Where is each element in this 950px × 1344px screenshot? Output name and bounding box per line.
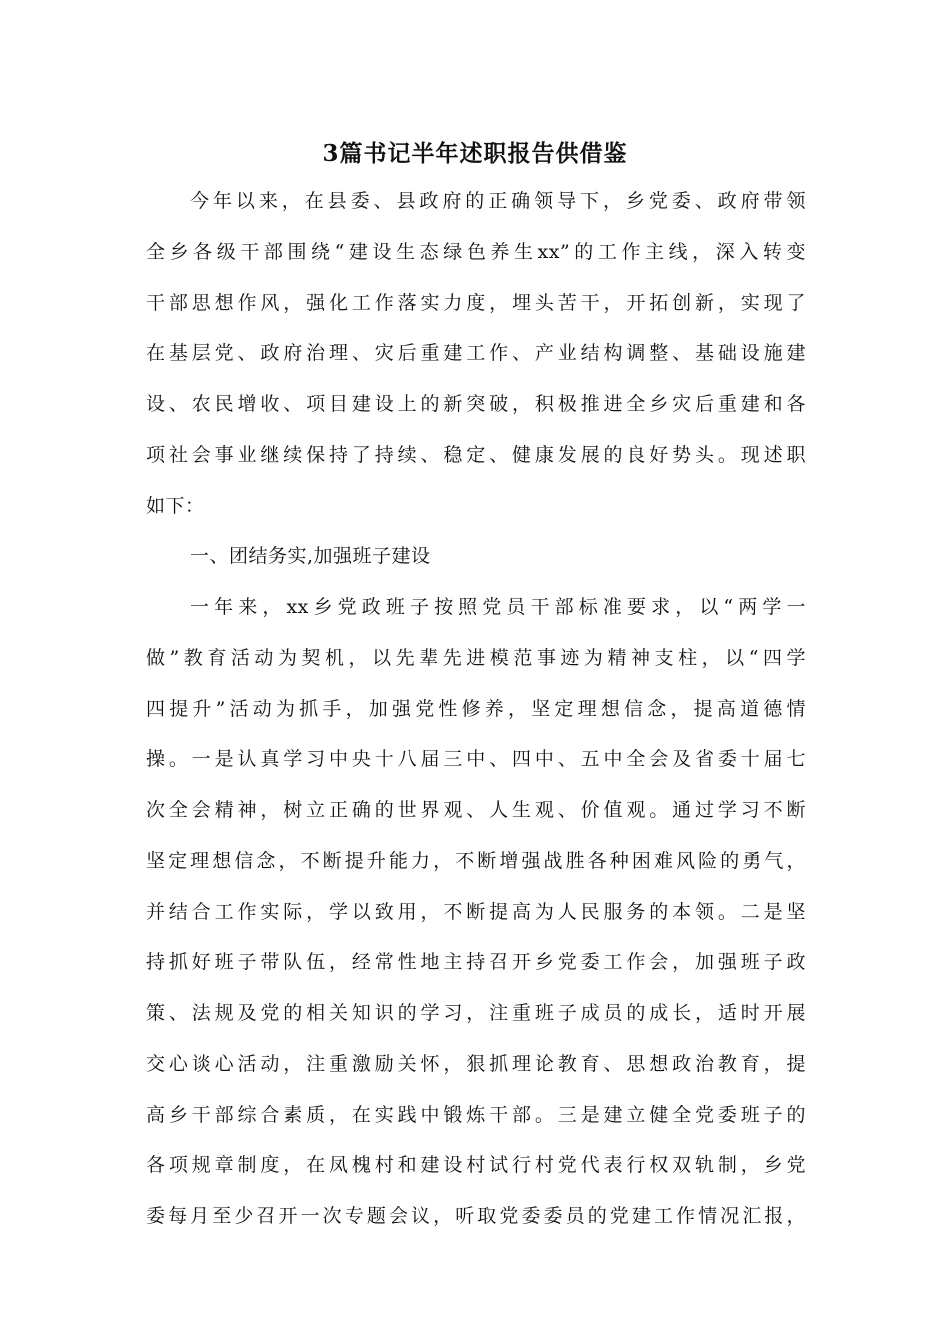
paragraph-line: 在基层党、政府治理、灾后重建工作、产业结构调整、基础设施建 xyxy=(146,342,806,364)
paragraph-line: 干部思想作风，强化工作落实力度，埋头苦干，开拓创新，实现了 xyxy=(146,292,806,314)
paragraph-line: 高乡干部综合素质，在实践中锻炼干部。三是建立健全党委班子的 xyxy=(146,1104,806,1126)
paragraph-line: 全乡各级干部围绕“建设生态绿色养生xx”的工作主线，深入转变 xyxy=(146,241,806,263)
paragraph-line: 委每月至少召开一次专题会议，听取党委委员的党建工作情况汇报， xyxy=(146,1205,806,1227)
paragraph-line: 一年来，xx乡党政班子按照党员干部标准要求，以“两学一 xyxy=(190,596,806,618)
paragraph-line: 各项规章制度，在凤槐村和建设村试行村党代表行权双轨制，乡党 xyxy=(146,1154,806,1176)
paragraph-line: 次全会精神，树立正确的世界观、人生观、价值观。通过学习不断 xyxy=(146,799,806,821)
paragraph-line: 操。一是认真学习中央十八届三中、四中、五中全会及省委十届七 xyxy=(146,748,806,770)
section-heading: 一、团结务实,加强班子建设 xyxy=(190,545,431,567)
document-title: 3篇书记半年述职报告供借鉴 xyxy=(322,140,628,167)
paragraph-line: 坚定理想信念，不断提升能力，不断增强战胜各种困难风险的勇气， xyxy=(146,850,806,872)
paragraph-line: 交心谈心活动，注重激励关怀，狠抓理论教育、思想政治教育，提 xyxy=(146,1053,806,1075)
paragraph-line: 并结合工作实际，学以致用，不断提高为人民服务的本领。二是坚 xyxy=(146,901,806,923)
paragraph-line: 设、农民增收、项目建设上的新突破，积极推进全乡灾后重建和各 xyxy=(146,393,806,415)
paragraph-line: 如下： xyxy=(146,495,205,517)
paragraph-line: 今年以来，在县委、县政府的正确领导下，乡党委、政府带领 xyxy=(190,190,806,212)
paragraph-line: 四提升”活动为抓手，加强党性修养，坚定理想信念，提高道德情 xyxy=(146,698,806,720)
paragraph-line: 策、法规及党的相关知识的学习，注重班子成员的成长，适时开展 xyxy=(146,1002,806,1024)
paragraph-line: 持抓好班子带队伍，经常性地主持召开乡党委工作会，加强班子政 xyxy=(146,951,806,973)
paragraph-line: 项社会事业继续保持了持续、稳定、健康发展的良好势头。现述职 xyxy=(146,444,806,466)
paragraph-line: 做”教育活动为契机，以先辈先进模范事迹为精神支柱，以“四学 xyxy=(146,647,806,669)
